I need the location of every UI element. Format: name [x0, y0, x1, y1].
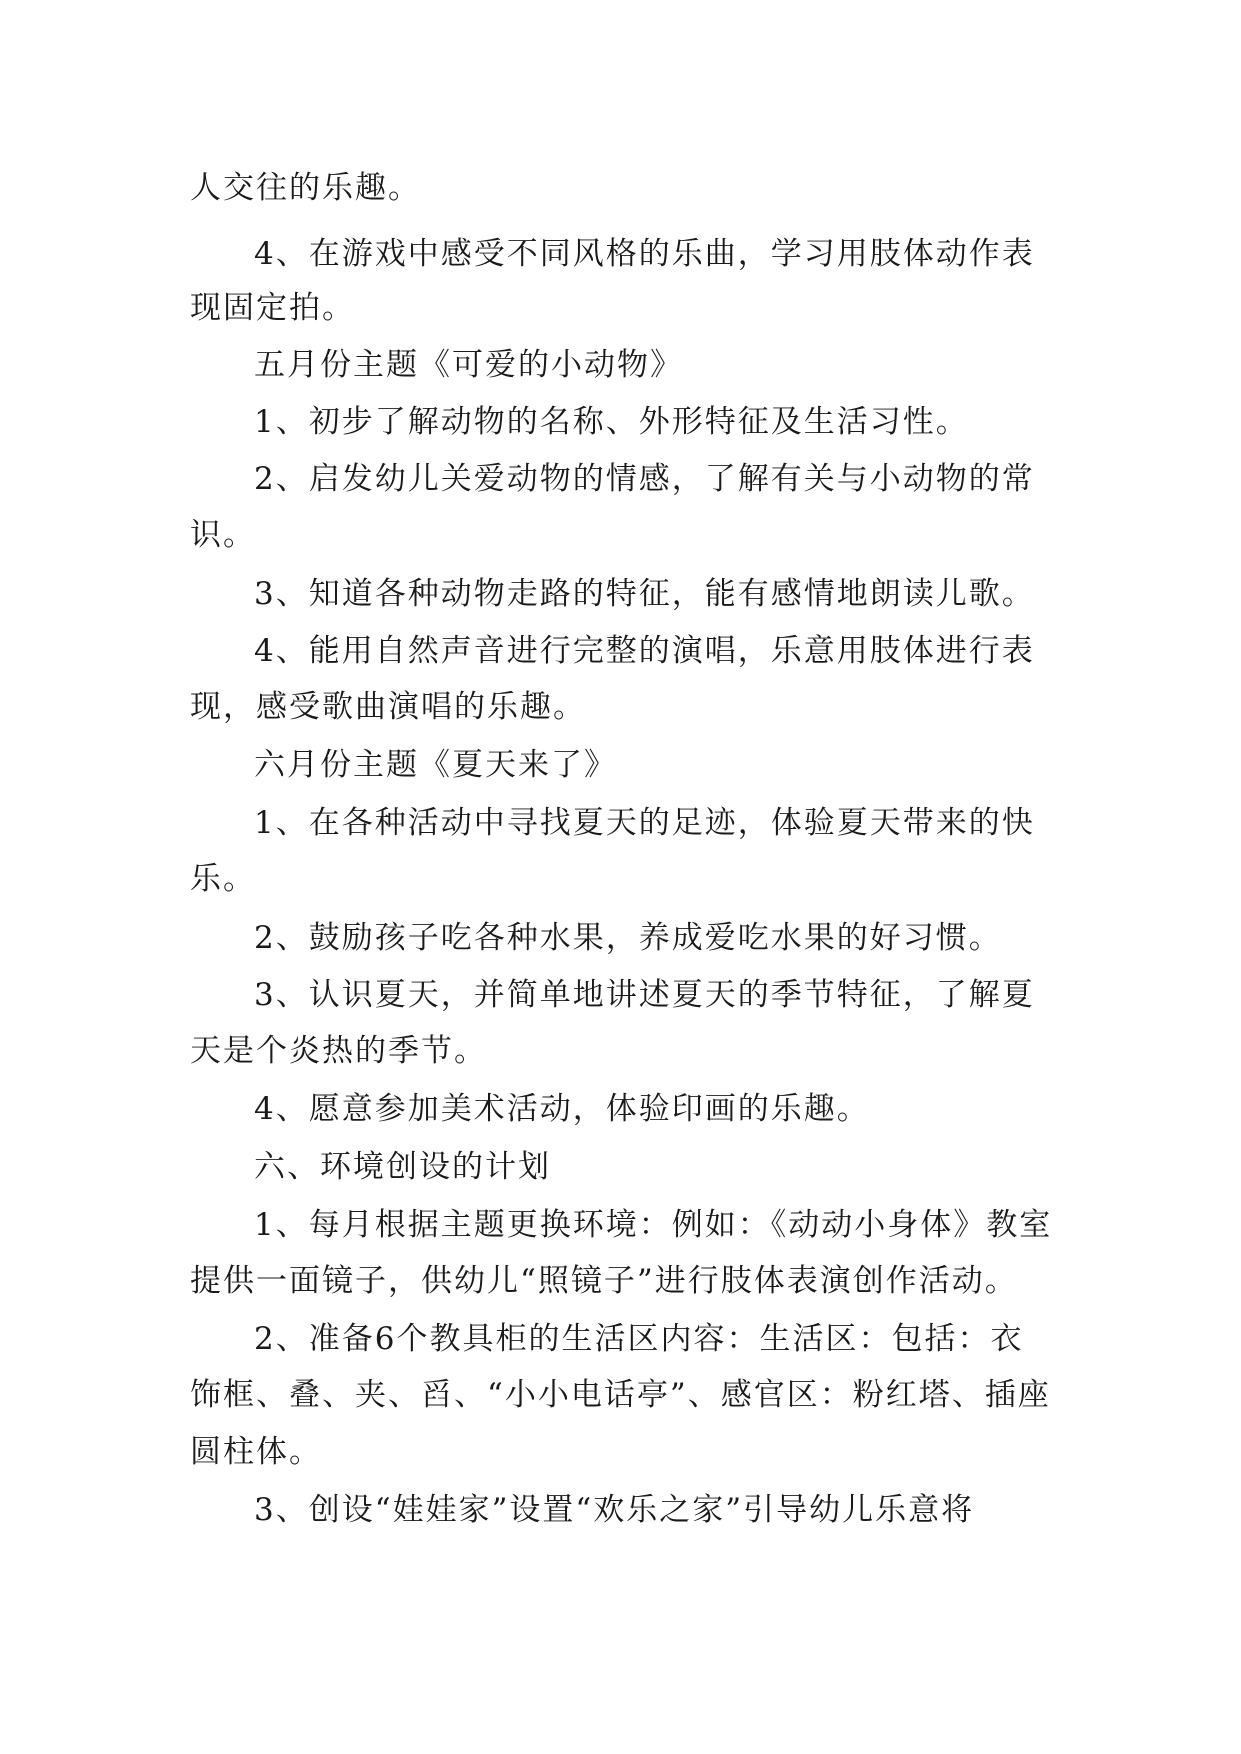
section-heading: 六、环境创设的计划: [254, 1149, 551, 1185]
text-line: 现，感受歌曲演唱的乐趣。: [190, 689, 586, 725]
text-line: 乐。: [190, 861, 256, 897]
text-line: 天是个炎热的季节。: [190, 1033, 487, 1069]
text-line: 1、每月根据主题更换环境：例如：《动动小身体》教室: [254, 1207, 1053, 1243]
text-line: 4、能用自然声音进行完整的演唱，乐意用肢体进行表: [254, 633, 1035, 669]
text-line: 饰框、叠、夹、舀、“小小电话亭”、感官区：粉红塔、插座: [190, 1377, 1051, 1413]
text-line: 3、创设“娃娃家”设置“欢乐之家”引导幼儿乐意将: [254, 1492, 975, 1528]
section-heading: 五月份主题《可爱的小动物》: [254, 347, 683, 383]
text-line: 3、知道各种动物走路的特征，能有感情地朗读儿歌。: [254, 576, 1035, 612]
text-line: 圆柱体。: [190, 1434, 322, 1470]
text-line: 现固定拍。: [190, 290, 355, 326]
text-line: 4、愿意参加美术活动，体验印画的乐趣。: [254, 1091, 870, 1127]
text-line: 3、认识夏天，并简单地讲述夏天的季节特征，了解夏: [254, 977, 1035, 1013]
text-line: 1、在各种活动中寻找夏天的足迹，体验夏天带来的快: [254, 805, 1035, 841]
text-line: 2、鼓励孩子吃各种水果，养成爱吃水果的好习惯。: [254, 920, 1002, 956]
text-line: 人交往的乐趣。: [190, 170, 421, 206]
text-line: 2、启发幼儿关爱动物的情感，了解有关与小动物的常: [254, 461, 1035, 497]
text-line: 提供一面镜子，供幼儿“照镜子”进行肢体表演创作活动。: [190, 1263, 1018, 1299]
section-heading: 六月份主题《夏天来了》: [254, 747, 617, 783]
text-line: 识。: [190, 517, 256, 553]
text-line: 2、准备6个教具柜的生活区内容：生活区：包括：衣: [254, 1321, 1024, 1357]
text-line: 4、在游戏中感受不同风格的乐曲，学习用肢体动作表: [254, 236, 1035, 272]
text-line: 1、初步了解动物的名称、外形特征及生活习性。: [254, 404, 969, 440]
